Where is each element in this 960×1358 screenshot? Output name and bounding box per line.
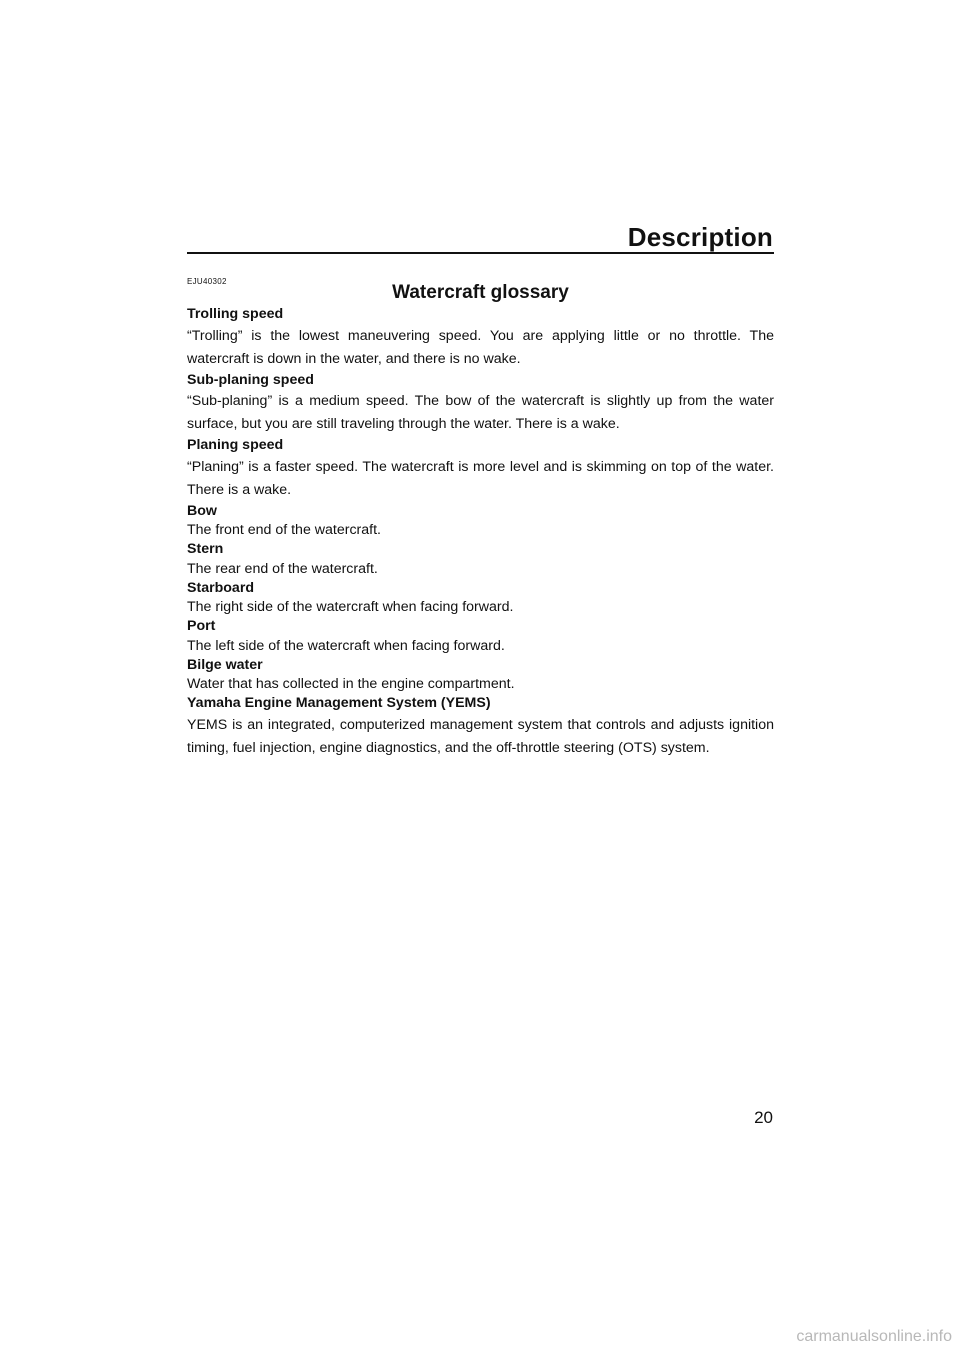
glossary-term: Port <box>187 618 216 634</box>
glossary-definition: “Planing” is a faster speed. The watercraft is more level and is skimming on top of the water. There is a wake. <box>187 458 774 498</box>
glossary-term: Trolling speed <box>187 306 284 322</box>
glossary-entry <box>187 694 774 760</box>
glossary-term: Planing speed <box>187 437 284 453</box>
glossary-definition: The right side of the watercraft when facing forward. <box>187 599 514 615</box>
page-header-title: Description <box>627 222 773 252</box>
glossary-list <box>187 305 774 760</box>
glossary-term: Bow <box>187 502 217 519</box>
glossary-definition: Water that has collected in the engine compartment. <box>187 676 515 692</box>
glossary-definition: “Trolling” is the lowest maneuvering speed. You are applying little or no throttle. The watercraft is down in the water, and there is no wake. <box>187 327 774 367</box>
header-divider <box>187 252 774 254</box>
glossary-entry <box>187 617 774 656</box>
glossary-entry <box>187 502 774 541</box>
glossary-term: Bilge water <box>187 656 263 673</box>
glossary-entry <box>187 579 774 618</box>
glossary-entry <box>187 656 774 695</box>
glossary-entry <box>187 540 774 579</box>
glossary-term: Stern <box>187 541 224 557</box>
glossary-definition: YEMS is an integrated, computerized management system that controls and adjusts ignition timing, fuel injection, engine diagnostics, and the off-throttle steering (OTS) system. <box>187 716 774 756</box>
watermark-text: carmanualsonline.info <box>796 1328 952 1345</box>
glossary-term: Yamaha Engine Management System (YEMS) <box>187 695 491 711</box>
glossary-definition: “Sub-planing” is a medium speed. The bow of the watercraft is slightly up from the water surface, but you are still traveling through the water. There is a wake. <box>187 393 774 432</box>
glossary-entry <box>187 436 774 502</box>
glossary-definition: The front end of the watercraft. <box>187 522 381 538</box>
glossary-entry <box>187 371 774 437</box>
glossary-definition: The rear end of the watercraft. <box>187 560 378 577</box>
section-code: EJU40302 <box>187 277 227 286</box>
glossary-term: Sub-planing speed <box>187 371 314 388</box>
page-number: 20 <box>754 1108 773 1127</box>
glossary-term: Starboard <box>187 579 255 596</box>
section-title: Watercraft glossary <box>392 282 569 303</box>
glossary-definition: The left side of the watercraft when facing forward. <box>187 637 505 654</box>
glossary-entry <box>187 305 774 371</box>
